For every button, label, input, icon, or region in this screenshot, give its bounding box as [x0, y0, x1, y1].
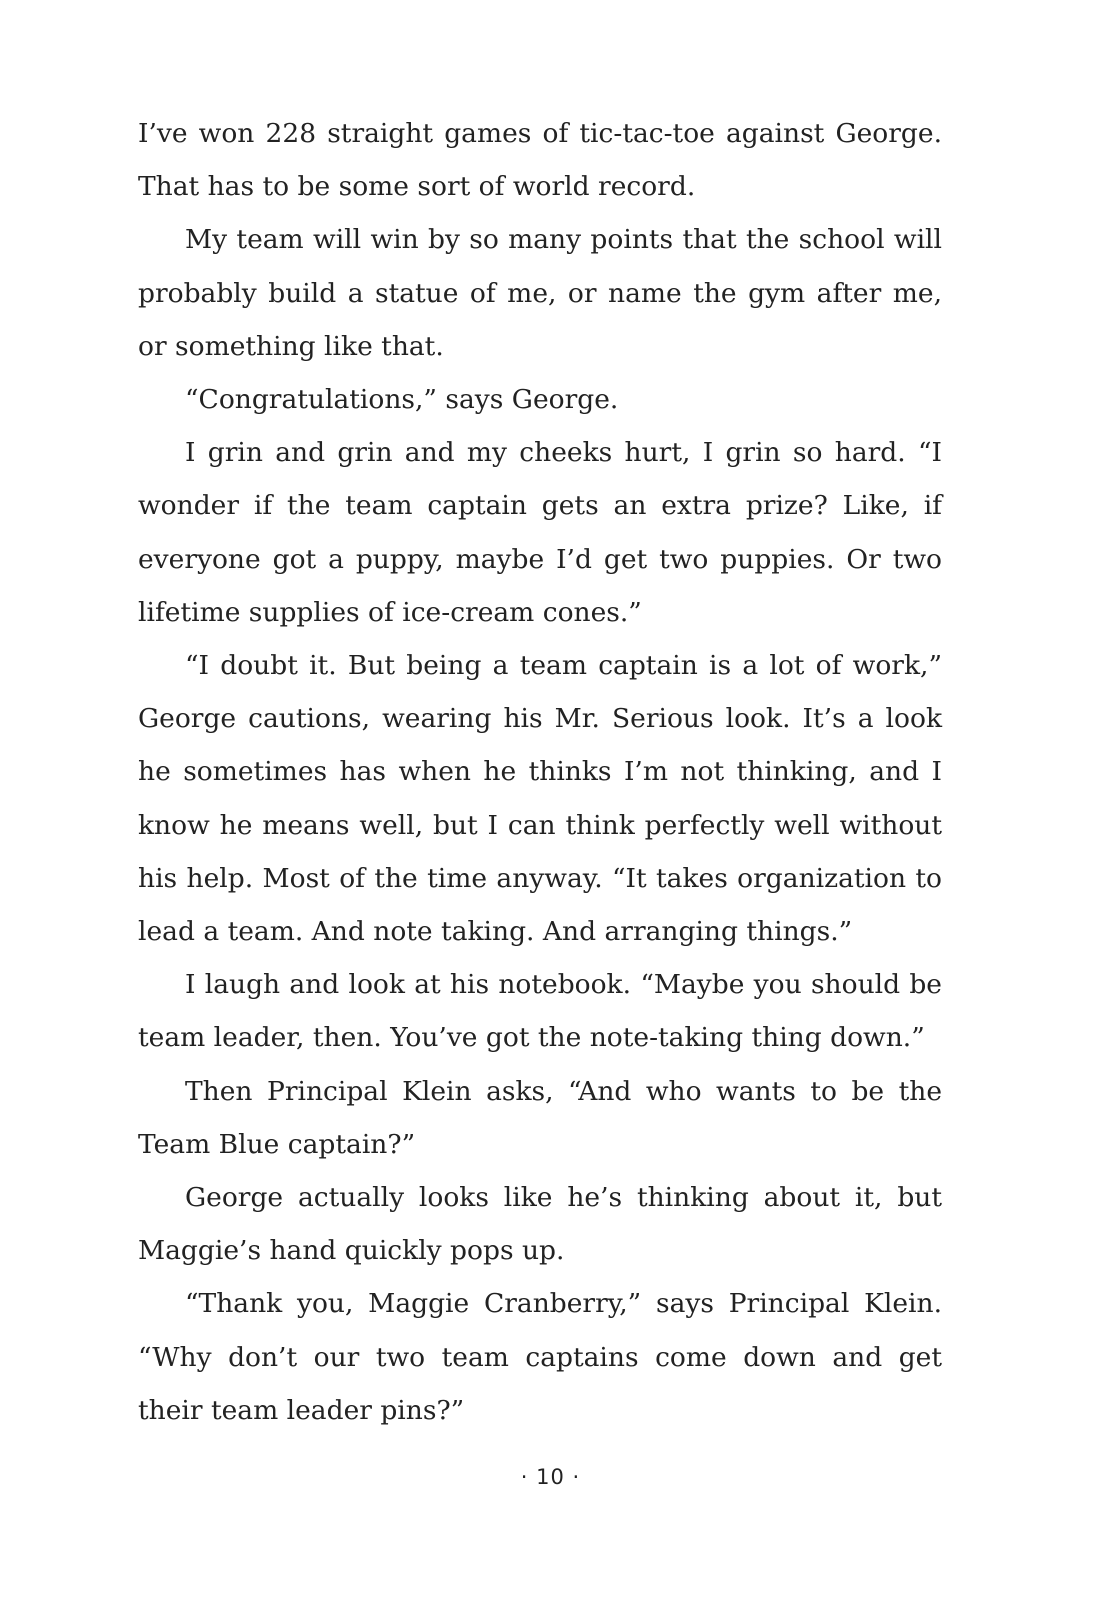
- paragraph-8: George actually looks like he’s thinking about it, but Maggie’s hand quickly pops up.: [138, 1182, 942, 1267]
- page-number: · 10 ·: [520, 1465, 581, 1489]
- paragraph-1: I’ve won 228 straight games of tic-tac-toe against George. That has to be some sort of world record.: [138, 118, 942, 203]
- paragraph-3: “Congratulations,” says George.: [185, 384, 619, 416]
- paragraph-6: I laugh and look at his notebook. “Maybe you should be team leader, then. You’ve got the note-taking thing down.”: [138, 969, 942, 1054]
- paragraph-2: My team will win by so many points that the school will probably build a statue of me, or name the gym after me, or something like that.: [138, 224, 942, 362]
- paragraph-4: I grin and grin and my cheeks hurt, I grin so hard. “I wonder if the team captain gets an extra prize? Like, if everyone got a puppy, maybe I’d get two puppies. Or two lifetime supplies of ice-cream cones.”: [138, 437, 942, 628]
- page-body: [138, 107, 942, 1437]
- paragraph-5: “I doubt it. But being a team captain is a lot of work,” George cautions, wearing his Mr. Serious look. It’s a look he sometimes has when he thinks I’m not thinking, and I know he means well, but I can think perfectly well without his help. Most of the time anyway. “It takes organization to lead a team. And note taking. And arranging things.”: [138, 650, 942, 948]
- paragraph-7: Then Principal Klein asks, “And who wants to be the Team Blue captain?”: [138, 1075, 942, 1160]
- paragraph-9: “Thank you, Maggie Cranberry,” says Principal Klein. “Why don’t our two team captains come down and get their team leader pins?”: [138, 1288, 942, 1426]
